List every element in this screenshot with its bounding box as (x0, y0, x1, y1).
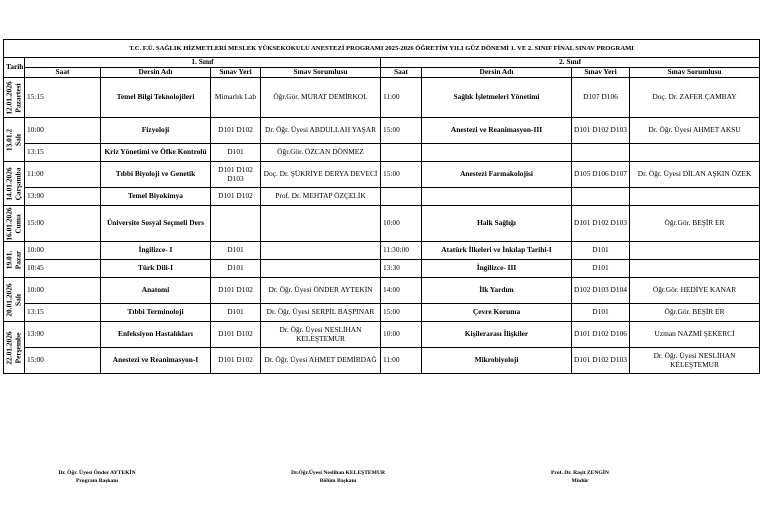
class1-room-cell: D101 D102 (211, 348, 261, 374)
class2-room-cell: D101 D102 D103 (572, 118, 630, 144)
class2-course-cell: Kişilerarası İlişkiler (422, 322, 572, 348)
class1-course-cell: Temel Biyokimya (101, 188, 211, 206)
signature-department-head (263, 469, 413, 486)
class2-room-cell (572, 144, 630, 162)
class1-time-cell: 11:00 (25, 162, 101, 188)
exam-schedule-table (3, 39, 760, 374)
date-column-header: Tarih (4, 58, 25, 78)
class2-time-cell: 11:30:00 (381, 242, 422, 260)
class2-course-cell: Sağlık İşletmeleri Yönetimi (422, 78, 572, 118)
class2-time-cell: 10:00 (381, 322, 422, 348)
course-header: Dersin Adı (101, 68, 211, 78)
class2-header: 2. Sınıf (381, 58, 760, 68)
class2-course-cell: Anestezi ve Reanimasyon-III (422, 118, 572, 144)
class1-time-cell: 10:00 (25, 242, 101, 260)
class2-course-cell: Anestezi Farmakolojisi (422, 162, 572, 188)
class1-room-cell: D101 (211, 260, 261, 278)
class1-time-cell: 15:15 (25, 78, 101, 118)
schedule-row (4, 78, 760, 118)
day-date: 19.01. (4, 250, 14, 269)
class2-course-cell: Çevre Koruma (422, 304, 572, 322)
day-date: 14.01.2026 (4, 166, 14, 201)
day-cell (4, 118, 25, 162)
class2-proctor-cell (630, 188, 760, 206)
class1-room-cell: D101 (211, 144, 261, 162)
schedule-row (4, 118, 760, 144)
class2-room-cell (572, 188, 630, 206)
class1-course-cell: Üniversite Sosyal Seçmeli Ders (101, 206, 211, 242)
class2-time-cell: 15:00 (381, 162, 422, 188)
schedule-row (4, 278, 760, 304)
class1-room-cell: D101 (211, 242, 261, 260)
time-header: Saat (381, 68, 422, 78)
class2-time-cell (381, 188, 422, 206)
day-weekday: Çarşamba (13, 167, 22, 200)
day-weekday: Perşembe (13, 332, 22, 363)
signature-role: Müdür (571, 478, 589, 485)
class2-time-cell: 11:00 (381, 78, 422, 118)
day-label (5, 128, 22, 150)
class1-room-cell (211, 206, 261, 242)
class1-proctor-cell: Öğr.Gör. ÖZCAN DÖNMEZ (261, 144, 381, 162)
schedule-title: T.C. F.Ü. SAĞLIK HİZMETLERİ MESLEK YÜKSEKOKULU ANESTEZİ PROGRAMI 2025-2026 ÖĞRETİM YILI GÜZ DÖNEMİ 1. VE 2. SINIF FİNAL SINAV PROGRAMI (4, 40, 760, 58)
day-weekday: Salı (13, 293, 22, 306)
class2-time-cell (381, 144, 422, 162)
day-date: 16.01.2026 (4, 206, 14, 241)
class2-room-cell: D101 (572, 304, 630, 322)
class2-course-cell (422, 188, 572, 206)
class1-time-cell: 13:15 (25, 144, 101, 162)
class2-proctor-cell: Doç. Dr. ZAFER ÇAMBAY (630, 78, 760, 118)
schedule-row (4, 144, 760, 162)
class1-header: 1. Sınıf (25, 58, 381, 68)
class2-proctor-cell: Dr. Öğr. Üyesi DİLAN AŞKIN ÖZEK (630, 162, 760, 188)
class1-room-cell: D101 (211, 304, 261, 322)
class2-proctor-cell: Öğr.Gör. HEDİYE KANAR (630, 278, 760, 304)
class2-course-cell: İngilizce- III (422, 260, 572, 278)
room-header: Sınav Yeri (572, 68, 630, 78)
class1-course-cell: Anatomi (101, 278, 211, 304)
class1-time-cell: 15:00 (25, 348, 101, 374)
class2-room-cell: D102 D103 D104 (572, 278, 630, 304)
day-cell (4, 242, 25, 278)
class2-room-cell: D101 D102 D103 (572, 348, 630, 374)
signature-role: Program Başkanı (75, 478, 118, 485)
schedule-row (4, 206, 760, 242)
title-row (4, 40, 760, 58)
class2-time-cell: 14:00 (381, 278, 422, 304)
class1-proctor-cell: Dr. Öğr. Üyesi SERPİL BAŞPINAR (261, 304, 381, 322)
day-cell (4, 206, 25, 242)
class1-course-cell: Tıbbi Biyoloji ve Genetik (101, 162, 211, 188)
class1-room-cell: D101 D102 (211, 322, 261, 348)
day-date: 12.01.2026 (4, 80, 14, 115)
day-date: 13.01.2 (4, 128, 14, 151)
class1-room-cell: Mimarlık Lab (211, 78, 261, 118)
signature-director (530, 469, 630, 486)
schedule-row (4, 322, 760, 348)
class1-course-cell: Temel Bilgi Teknolojileri (101, 78, 211, 118)
day-label (5, 81, 22, 114)
class1-proctor-cell (261, 242, 381, 260)
signature-name: Dr.Öğr.Üyesi Neslihan KELEŞTEMUR (290, 470, 386, 476)
class2-room-cell: D105 D106 D107 (572, 162, 630, 188)
class2-room-cell: D101 D102 D103 (572, 206, 630, 242)
class1-course-cell: Türk Dili-I (101, 260, 211, 278)
schedule-row (4, 304, 760, 322)
class1-room-cell: D101 D102 (211, 278, 261, 304)
day-label (5, 283, 22, 316)
class-header-row (4, 58, 760, 68)
day-date: 20.01.2026 (4, 282, 14, 317)
class1-proctor-cell (261, 206, 381, 242)
class2-proctor-cell: Dr. Öğr. Üyesi AHMET AKSU (630, 118, 760, 144)
class2-course-cell: İlk Yardım (422, 278, 572, 304)
class1-course-cell: Fizyoloji (101, 118, 211, 144)
day-weekday: Pazar (13, 250, 22, 269)
class2-proctor-cell: Dr. Öğr. Üyesi NESLİHAN KELEŞTEMUR (630, 348, 760, 374)
day-label (5, 167, 22, 200)
day-date: 22.01.2026 (4, 330, 14, 365)
class1-proctor-cell: Prof. Dr. MEHTAP ÖZÇELİK (261, 188, 381, 206)
class1-course-cell: Tıbbi Terminoloji (101, 304, 211, 322)
class2-course-cell: Mikrobiyoloji (422, 348, 572, 374)
class1-proctor-cell: Dr. Öğr. Üyesi AHMET DEMİRDAĞ (261, 348, 381, 374)
class2-proctor-cell: Öğr.Gör. BEŞİR ER (630, 304, 760, 322)
room-header: Sınav Yeri (211, 68, 261, 78)
class2-proctor-cell (630, 242, 760, 260)
class2-time-cell: 13:30 (381, 260, 422, 278)
day-weekday: Pazartesi (13, 82, 22, 113)
day-weekday: Cuma (13, 213, 22, 234)
signature-program-head (42, 469, 152, 486)
schedule-row (4, 348, 760, 374)
class1-time-cell: 10:00 (25, 278, 101, 304)
signature-name: Dr. Öğr. Üyesi Önder AYTEKİN (58, 470, 136, 476)
class1-proctor-cell: Dr. Öğr. Üyesi ABDULLAH YAŞAR (261, 118, 381, 144)
class2-time-cell: 15:00 (381, 304, 422, 322)
column-header-row (4, 68, 760, 78)
class2-proctor-cell: Öğr.Gör. BEŞİR ER (630, 206, 760, 242)
class1-room-cell: D101 D102 (211, 188, 261, 206)
schedule-row (4, 260, 760, 278)
class1-course-cell: Kriz Yönetimi ve Öfke Kontrolü (101, 144, 211, 162)
class2-course-cell (422, 144, 572, 162)
class1-course-cell: Anestezi ve Reanimasyon-I (101, 348, 211, 374)
schedule-row (4, 188, 760, 206)
schedule-row (4, 242, 760, 260)
class2-time-cell: 10:00 (381, 206, 422, 242)
class1-proctor-cell (261, 260, 381, 278)
class2-time-cell: 15:00 (381, 118, 422, 144)
class1-proctor-cell: Öğr.Gör. MURAT DEMİRKOL (261, 78, 381, 118)
day-cell (4, 162, 25, 206)
class1-time-cell: 15:00 (25, 206, 101, 242)
day-weekday: Salı (13, 133, 22, 146)
class2-room-cell: D101 (572, 242, 630, 260)
signature-name: Prof. Dr. Raşit ZENGİN (551, 470, 609, 476)
class2-course-cell: Atatürk İlkeleri ve İnkılap Tarihi-I (422, 242, 572, 260)
class1-course-cell: Enfeksiyon Hastalıkları (101, 322, 211, 348)
class1-time-cell: 13:00 (25, 322, 101, 348)
day-cell (4, 322, 25, 374)
schedule-row (4, 162, 760, 188)
class1-room-cell: D101 D102 (211, 118, 261, 144)
class2-time-cell: 11:00 (381, 348, 422, 374)
class2-course-cell: Halk Sağlığı (422, 206, 572, 242)
course-header: Dersin Adı (422, 68, 572, 78)
class2-proctor-cell: Uzman NAZMİ ŞEKERCİ (630, 322, 760, 348)
class2-room-cell: D107 D106 (572, 78, 630, 118)
class2-room-cell: D101 D102 D106 (572, 322, 630, 348)
class1-time-cell: 13:15 (25, 304, 101, 322)
day-label (5, 331, 22, 364)
class1-time-cell: 10:00 (25, 118, 101, 144)
class1-course-cell: İngilizce- I (101, 242, 211, 260)
class1-time-cell: 13:00 (25, 188, 101, 206)
day-cell (4, 78, 25, 118)
day-cell (4, 278, 25, 322)
class2-proctor-cell (630, 144, 760, 162)
day-label (5, 207, 22, 240)
class1-proctor-cell: Dr. Öğr. Üyesi NESLİHAN KELEŞTEMUR (261, 322, 381, 348)
time-header: Saat (25, 68, 101, 78)
class1-proctor-cell: Doç. Dr. ŞÜKRİYE DERYA DEVECİ (261, 162, 381, 188)
class2-room-cell: D101 (572, 260, 630, 278)
proctor-header: Sınav Sorumlusu (261, 68, 381, 78)
signature-role: Bölüm Başkanı (319, 478, 357, 485)
class2-proctor-cell (630, 260, 760, 278)
proctor-header: Sınav Sorumlusu (630, 68, 760, 78)
day-label (5, 250, 22, 268)
class1-time-cell: 10:45 (25, 260, 101, 278)
class1-proctor-cell: Dr. Öğr. Üyesi ÖNDER AYTEKİN (261, 278, 381, 304)
class1-room-cell: D101 D102 D103 (211, 162, 261, 188)
